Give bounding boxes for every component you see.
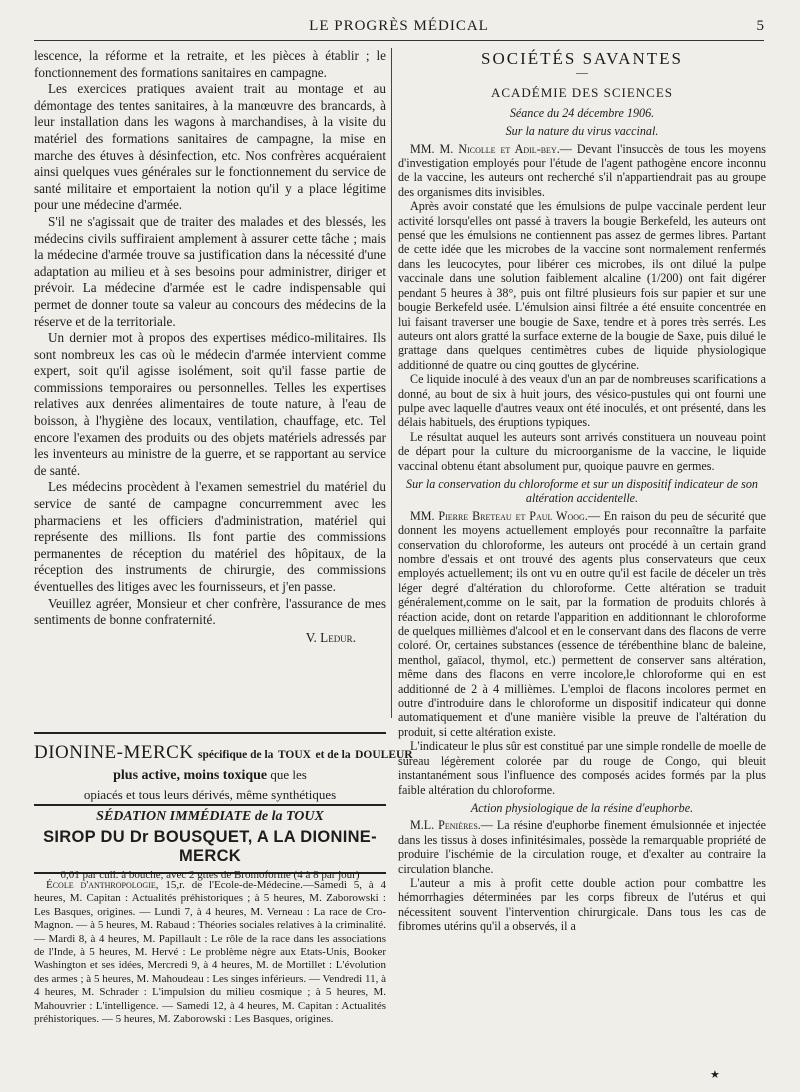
paragraph: S'il ne s'agissait que de traiter des malades et des blessés, les médecins civils suffiraient amplement à assurer cette tâche ; mais la médecine d'armée trouve sa justification dans la nécessité d'une adaptation au milieu et à ses besoins pour administrer, diriger et prévoir. La médecine d'armée est le cadre indispensable qui permet de donner toute sa valeur au concours des médecins de la réserve et de la territoriale. bbox=[34, 213, 386, 329]
advert-claim: plus active, moins toxique bbox=[113, 768, 268, 783]
right-column-societies bbox=[398, 49, 766, 934]
page-number: 5 bbox=[756, 18, 764, 34]
signature: V. Ledur. bbox=[305, 629, 356, 645]
school-name: École d'anthropologie, bbox=[46, 879, 159, 891]
paragraph: Le résultat auquel les auteurs sont arrivés constituera un nouveau point de départ pour la culture du microorganisme de la vaccine, le liquide vaccinal obtenu étant absolument pur, quoique pauvre en germes. bbox=[398, 429, 766, 473]
advert-tagline-douleur: DOULEUR bbox=[355, 749, 413, 761]
advert-dionine bbox=[34, 732, 413, 804]
topic-heading: Sur la conservation du chloroforme et sur un dispositif indicateur de son altération accidentelle. bbox=[406, 476, 758, 506]
paragraph: Les exercices pratiques avaient trait au montage et au démontage des tentes sanitaires, à la manœuvre des brancards, à leur installation dans les wagons à marchandises, à la visite du matériel des formations sanitaires de campagne, la mise en marche des étuves à désinfection, etc. Nos confrères acquéraient ainsi quelques vues générales sur le fonctionnement du service de santé militaire et emportaient la notion qu'il y a place légitime pour une médecine d'armée. bbox=[34, 81, 386, 213]
authors: MM. M. Nicolle et Adil-bey. bbox=[410, 141, 560, 156]
academy-heading: ACADÉMIE DES SCIENCES bbox=[490, 85, 674, 101]
star-mark: ★ bbox=[710, 1069, 720, 1081]
paragraph: Après avoir constaté que les émulsions de pulpe vaccinale perdent leur activité lorsqu'elles ont passé à travers la bougie Berkefeld, les auteurs ont pensé que les émulsions ne contiennent pas assez de germes libres. Partant de cette idée que les microbes de la vaccine sont normalement renfermés dans les leucocytes, pour libérer ces microbes, ils ont dilué la pulpe vaccinale dans une solution faiblement alcaline (1/200) ont fait digérer pendant 5 heures à 38°, puis ont filtré plusieurs fois sur papier et sur une bougie Berkefeld usée. L'émulsion ainsi filtrée a été ensuite concentrée en lui faisant traverser une bougie de Saxe, tendre et à pores très serrés. Les auteurs ont alors gratté la surface externe de la bougie de Saxe, puis dilué le grattage dans quelques centimètres cubes de liquide physiologique additionné de quatre ou cinq gouttes de glycérine. bbox=[398, 199, 766, 372]
paragraph bbox=[398, 509, 766, 740]
session-date: Séance du 24 décembre 1906. bbox=[509, 105, 655, 120]
paragraph: L'indicateur le plus sûr est constitué par une simple rondelle de moelle de sureau légèrement colorée par du rouge de Congo, qui bleuit instantanément sous l'influence des composés acides formés par la plus faible altération du chloroforme. bbox=[398, 739, 766, 797]
advert-tagline-start: spécifique de la bbox=[198, 749, 274, 761]
paragraph: Veuillez agréer, Monsieur et cher confrère, l'assurance de mes sentiments de bonne confraternité. bbox=[34, 595, 386, 628]
advert-dionine-line1 bbox=[34, 742, 413, 764]
paragraph-text: — En raison du peu de sécurité que donnent les moyens actuellement employés pour reconnaître la parfaite conservation du chloroforme, les auteurs ont procédé à un certain grand nombre d'essais et ont trouvé des agents plus conservateurs que ceux employés actuellement; ils ont vu en outre qu'il est facile de déceler un très léger degré d'altération du chloroforme. Cette altération se traduit généralement,comme on le sait, par la formation de produits chlorés à réaction acide, dont on retarde l'apparition en additionnant le chloroforme de quelques millièmes d'alcool et en le conservant dans des flacons de verre coloré. Or, certaines substances (essence de térébenthine blanc de baleine, menthol, gaïacol, thymol, etc.) permettent de conserver sans altération, même dans des flacons en verre incolore,le chloroforme qui en est additionné de 2 à 4 millièmes. L'emploi de flacons incolores permet en outre d'introduire dans le chloroforme un dispositif indicateur qui donne automatiquement et d'une manière visible la preuve de l'altération du produit, si cette altération existe. bbox=[398, 508, 766, 739]
paragraph: L'auteur a mis à profit cette double action pour combattre les hémorrhagies déterminées par les corps fibreux de l'utérus et qui nécessitent souvent l'intervention chirurgicale. Dans tous les cas de fibromes utérins qu'il a observés, il a bbox=[398, 875, 766, 934]
paragraph: Ce liquide inoculé à des veaux d'un an par de nombreuses scarifications a donné, au bout de six à huit jours, des vésico-pustules qui ont fourni une pulpe avec laquelle d'autres veaux ont été inoculés, et ont présenté, dans les délais habituels, des éruptions typiques. bbox=[398, 372, 766, 430]
school-announcement bbox=[34, 879, 386, 1026]
advert-sirop-headline: SÉDATION IMMÉDIATE de la TOUX bbox=[96, 809, 324, 824]
paragraph-text: — Devant l'insuccès de tous les moyens d'investigation employés pour l'étude de l'agent pathogène encore inconnu de la vaccine, les auteurs ont recherché s'il n'appartiendrait pas au groupe des organismes dits invisibles. bbox=[398, 141, 766, 199]
advert-sirop-dosage: 0,01 par cuil. à bouche, avec 2 gttes de Bromoforme (4 à 8 par jour) bbox=[60, 869, 360, 881]
authors: M.L. Penières. bbox=[410, 818, 481, 833]
advert-sirop-product: SIROP DU Dr BOUSQUET, A LA DIONINE-MERCK bbox=[43, 828, 377, 865]
topic-heading: Sur la nature du virus vaccinal. bbox=[505, 124, 659, 139]
advert-dionine-line3: opiacés et tous leurs dérivés, même synthétiques bbox=[83, 787, 337, 802]
paragraph: Les médecins procèdent à l'examen semestriel du matériel du service de santé de campagne concurremment avec les pharmaciens et les officiers d'administration, matériel qui représente des millions. Ils font partie des commissions permanentes de réception du matériel des hôpitaux, de la réception des instruments de chirurgie, des commissions éventuelles des litiges avec les fournisseurs, et j'en passe. bbox=[34, 479, 386, 594]
advert-brand: DIONINE-MERCK bbox=[34, 742, 194, 763]
advert-tagline-mid: et de la bbox=[315, 749, 351, 761]
paragraph: Un dernier mot à propos des expertises médico-militaires. Ils sont nombreux les cas où le médecin d'armée intervient comme expert, soit qu'il agisse isolément, soit qu'il fasse partie de commissions temporaires ou personnelles. Telles les expertises relatives aux denrées alimentaires de toute nature, à l'eau de boisson, à l'hygiène des locaux, ventilation, chauffage, etc. Tel encore l'examen des produits ou des objets matériels adressés par les inventeurs au ministre de la guerre, et se rapportant au service de santé. bbox=[34, 330, 386, 478]
paragraph bbox=[398, 142, 766, 200]
advert-claim-rest: que les bbox=[270, 767, 307, 782]
topic-heading: Action physiologique de la résine d'euphorbe. bbox=[470, 800, 694, 815]
section-dash: — bbox=[576, 65, 588, 80]
school-text: 15,r. de l'Ecole-de-Médecine.—Samedi 5, à 4 heures, M. Capitan : Actualités préhistoriques ; à 5 heures, M. Zaborowski : Les Basques, origines. — Lundi 7, à 4 heures, M. Verneau : La race de Cro-Magnon. — à 5 heures, M. Rabaud : Théories sociales relatives à la criminalité. — Mardi 8, à 4 heures, M. Papillault : Le rôle de la race dans les associations de l'Inde, à 5 heures, M. Hervé : Le problème nègre aux Etats-Unis, Booker Washington et ses idées, Mercredi 9, à 4 heures, M. de Mortillet : L'évolution des armes ; à 5 heures, M. Mahoudeau : Les singes inférieurs. — Vendredi 11, à 4 heures, M. Schrader : L'impulsion du milieu cosmique ; à 5 heures, M. Mahouvrier : L'intelligence. — Samedi 12, à 4 heures, M. Capitan : Actualités préhistoriques. — 5 heures, M. Zaborowski : Les Basques, origines. bbox=[34, 879, 387, 1026]
authors: MM. Pierre Breteau et Paul Woog. bbox=[410, 508, 588, 523]
paragraph: lescence, la réforme et la retraite, et les pièces à établir ; le fonctionnement des formations sanitaires en campagne. bbox=[34, 48, 386, 80]
running-header bbox=[34, 14, 764, 41]
left-column-article bbox=[34, 48, 386, 646]
column-divider bbox=[391, 48, 392, 718]
advert-sirop bbox=[34, 804, 386, 881]
paragraph bbox=[398, 818, 766, 876]
advert-dionine-line2 bbox=[34, 767, 386, 784]
journal-title: LE PROGRÈS MÉDICAL bbox=[309, 18, 489, 34]
section-title: SOCIÉTÉS SAVANTES bbox=[481, 49, 683, 68]
advert-tagline-toux: TOUX bbox=[277, 749, 311, 761]
paragraph-text: — La résine d'euphorbe finement émulsionnée et injectée dans les tissus à doses infinitésimales, possède la remarquable propriété de produire l'ischémie de la circulation rouge, et d'exalter au contraire la circulation blanche. bbox=[398, 818, 766, 876]
